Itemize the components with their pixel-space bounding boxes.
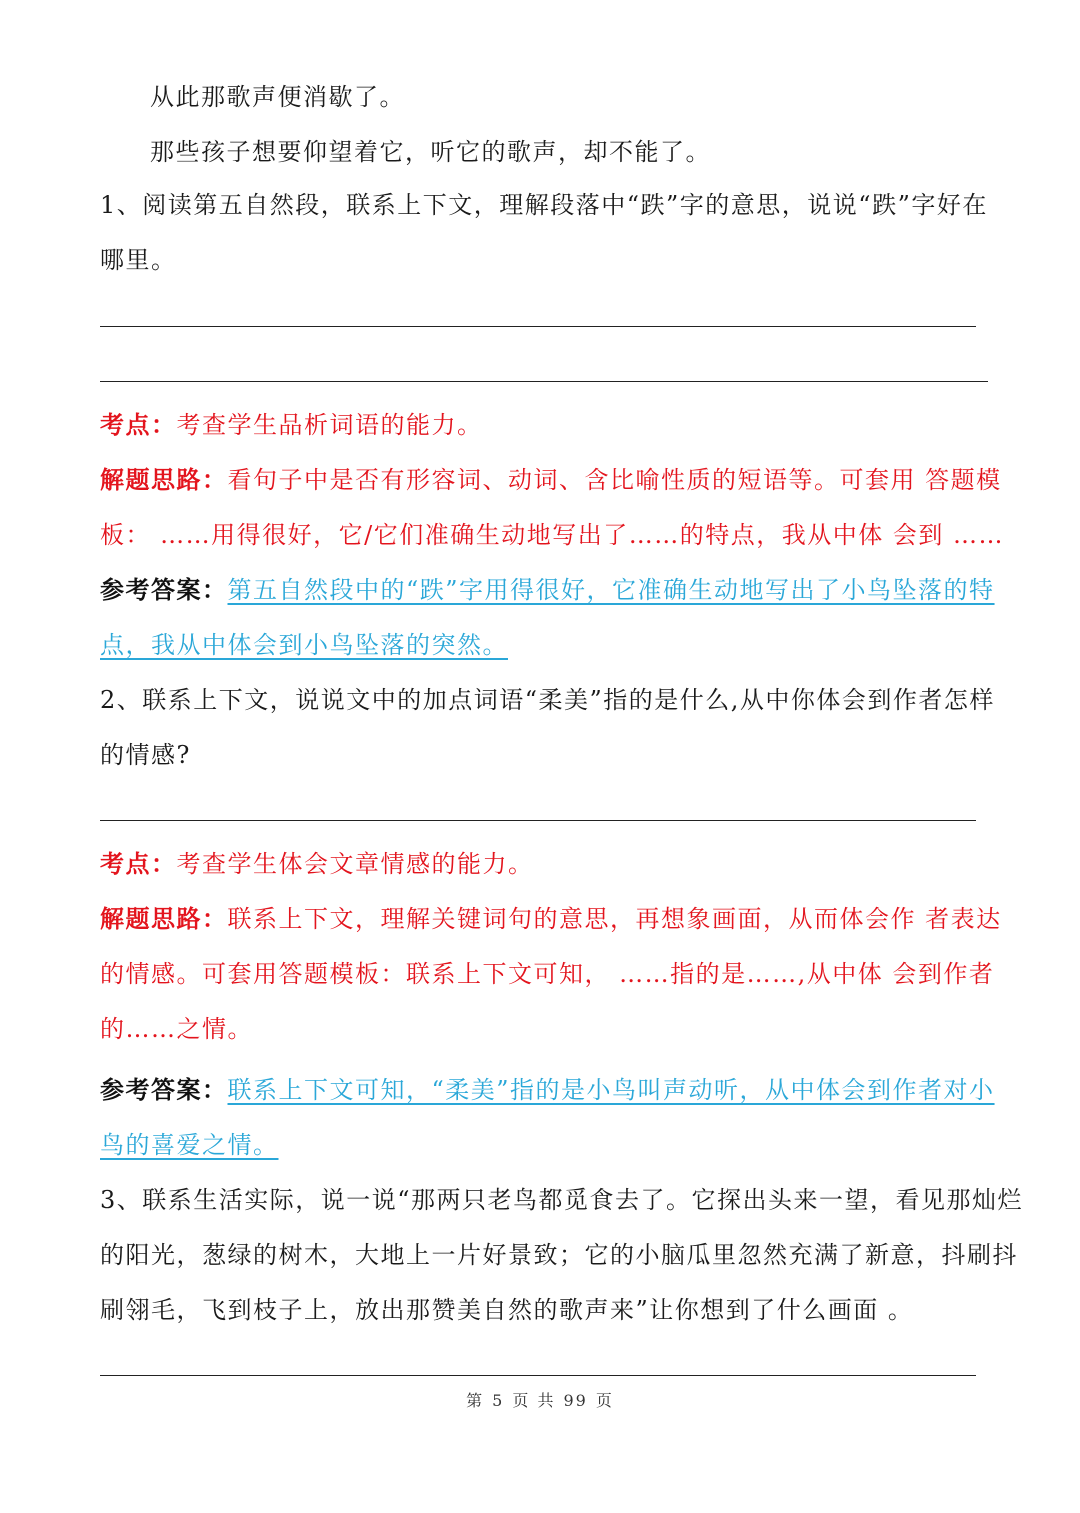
q2-silu-cont: 的……之情。: [100, 1015, 253, 1043]
silu-text: 联系上下文，理解关键词句的意思，再想象画面，从而体会作 者表达: [227, 905, 1002, 933]
total-pages: 99: [563, 1391, 588, 1410]
footer-prefix: 第: [466, 1391, 485, 1410]
kaodian-text: 考查学生体会文章情感的能力。: [176, 850, 534, 878]
q1-answer: [100, 573, 995, 607]
q2-silu-cont: 的情感。可套用答题模板：联系上下文可知， ……指的是……,从中体 会到作者: [100, 960, 995, 988]
answer-label: 参考答案：: [100, 575, 228, 604]
footer-suffix: 页: [595, 1391, 614, 1410]
silu-label: 解题思路：: [100, 904, 228, 933]
q1-answer-cont: [100, 628, 990, 662]
answer-blank-line: [100, 1375, 976, 1376]
footer-mid: 页 共: [512, 1391, 556, 1410]
answer-blank-line: [100, 326, 976, 327]
question-2-text: 2、联系上下文，说说文中的加点词语“柔美”指的是什么,从中你体会到作者怎样: [100, 686, 995, 714]
passage-line: 从此那歌声便消歇了。: [150, 83, 405, 111]
kaodian-text: 考查学生品析词语的能力。: [176, 411, 483, 439]
kaodian-label: 考点：: [100, 849, 177, 878]
kaodian-label: 考点：: [100, 410, 177, 439]
question-3-text: 的阳光，葱绿的树木，大地上一片好景致；它的小脑瓜里忽然充满了新意，抖刷抖: [100, 1241, 1018, 1269]
question-1-text: 1、阅读第五自然段，联系上下文，理解段落中“跌”字的意思，说说“跌”字好在: [100, 191, 988, 219]
q2-answer-cont: [100, 1128, 990, 1162]
page-footer: [0, 1388, 1080, 1411]
answer-blank-line: [100, 381, 988, 382]
silu-label: 解题思路：: [100, 465, 228, 494]
answer-text: 鸟的喜爱之情。: [100, 1131, 279, 1159]
answer-label: 参考答案：: [100, 1075, 228, 1104]
q1-silu: [100, 463, 1002, 497]
q2-answer: [100, 1073, 995, 1107]
passage-line: 那些孩子想要仰望着它，听它的歌声，却不能了。: [150, 138, 711, 166]
question-3-text: 刷翎毛，飞到枝子上，放出那赞美自然的歌声来”让你想到了什么画面 。: [100, 1296, 914, 1324]
page-number: 5: [492, 1391, 505, 1410]
answer-text: 联系上下文可知，“柔美”指的是小鸟叫声动听，从中体会到作者对小: [227, 1076, 995, 1104]
question-2-text: 的情感?: [100, 741, 191, 769]
question-1-text: 哪里。: [100, 246, 177, 274]
q1-kaodian: [100, 408, 990, 442]
q2-silu: [100, 902, 1002, 936]
answer-text: 点，我从中体会到小鸟坠落的突然。: [100, 631, 508, 659]
silu-text: 看句子中是否有形容词、动词、含比喻性质的短语等。可套用 答题模: [227, 466, 1002, 494]
q2-kaodian: [100, 847, 990, 881]
answer-blank-line: [100, 820, 976, 821]
answer-text: 第五自然段中的“跌”字用得很好，它准确生动地写出了小鸟坠落的特: [227, 576, 995, 604]
q1-silu-cont: 板： ……用得很好，它/它们准确生动地写出了……的特点，我从中体 会到 ……: [100, 521, 1004, 549]
question-3-text: 3、联系生活实际，说一说“那两只老鸟都觅食去了。它探出头来一望，看见那灿烂: [100, 1186, 1024, 1214]
